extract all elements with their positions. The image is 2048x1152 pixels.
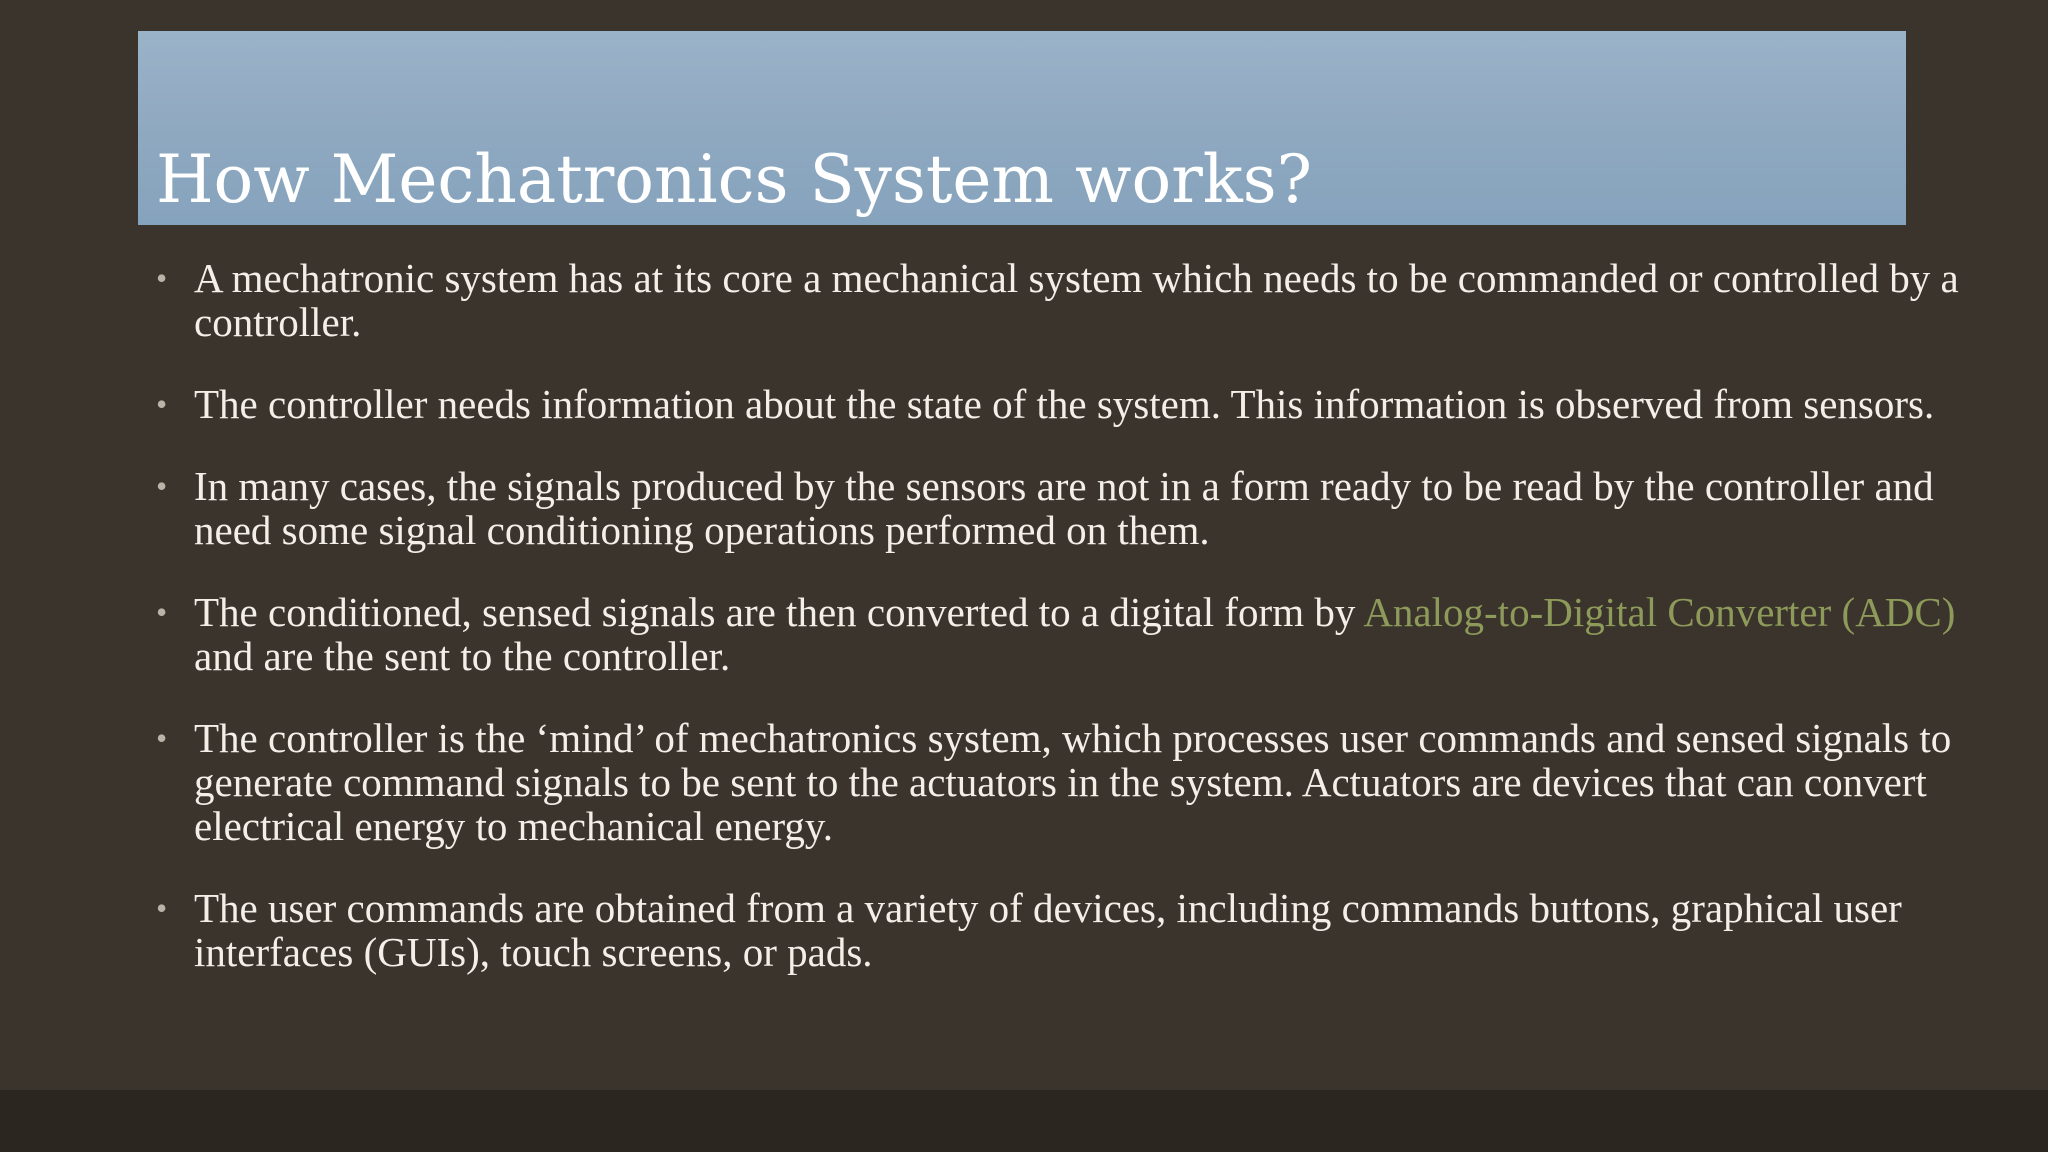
bullet-icon: • [156, 260, 168, 296]
bullet-item [156, 886, 1976, 974]
bullet-item [156, 590, 1976, 678]
bullet-icon: • [156, 386, 168, 422]
bullet-icon: • [156, 594, 168, 630]
title-band [138, 31, 1906, 225]
slide-title: How Mechatronics System works? [156, 141, 1312, 219]
adc-highlight: Analog-to-Digital Converter (ADC) [1363, 589, 1956, 635]
bullet-item [156, 382, 1976, 426]
bullet-icon: • [156, 468, 168, 504]
bullet-text: In many cases, the signals produced by the sensors are not in a form ready to be read by the controller and need some signal conditioning operations performed on them. [194, 463, 1934, 553]
bullet-list [156, 256, 1976, 1012]
bullet-text: The controller needs information about the state of the system. This information is observed from sensors. [194, 381, 1935, 427]
bullet-text: A mechatronic system has at its core a mechanical system which needs to be commanded or controlled by a controller. [194, 255, 1959, 345]
bullet-item [156, 464, 1976, 552]
bullet-text: The user commands are obtained from a variety of devices, including commands buttons, graphical user interfaces (GUIs), touch screens, or pads. [194, 885, 1902, 975]
bottom-bar [0, 1090, 2048, 1152]
bullet-icon: • [156, 890, 168, 926]
bullet-item [156, 716, 1976, 848]
bullet-item [156, 256, 1976, 344]
bullet-text-after: and are the sent to the controller. [194, 633, 731, 679]
bullet-text: The controller is the ‘mind’ of mechatronics system, which processes user commands and sensed signals to generate command signals to be sent to the actuators in the system. Actuators are devices that can convert electrical energy to mechanical energy. [194, 715, 1952, 849]
bullet-text-before: The conditioned, sensed signals are then converted to a digital form by [194, 589, 1364, 635]
bullet-icon: • [156, 720, 168, 756]
